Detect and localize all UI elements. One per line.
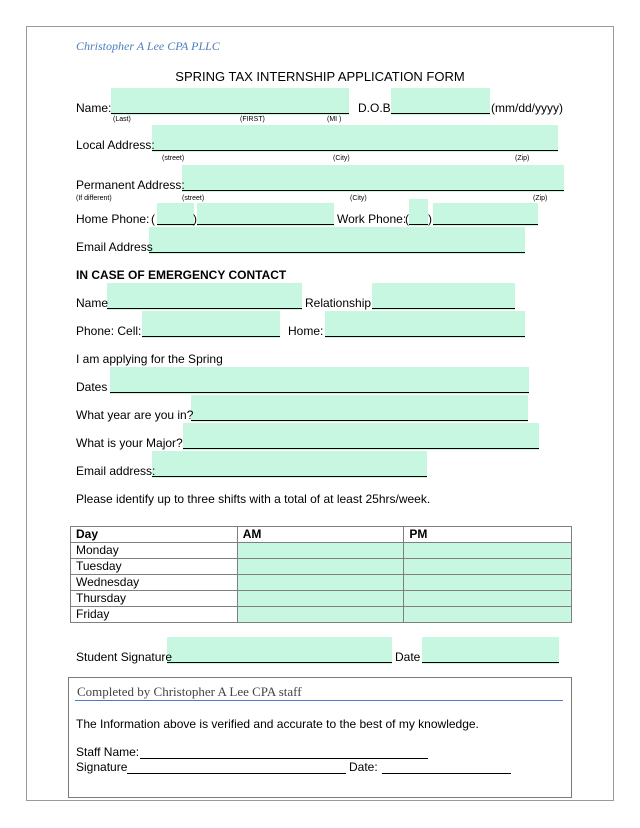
form-title: SPRING TAX INTERNSHIP APPLICATION FORM: [175, 69, 465, 84]
permanent-address-field[interactable]: [182, 165, 564, 192]
pm-shift-cell[interactable]: [404, 575, 572, 591]
work-phone-field[interactable]: [433, 203, 538, 226]
home-label: Home:: [288, 324, 324, 338]
dates-label: Dates: [76, 380, 108, 394]
hint-last: (Last): [113, 116, 131, 123]
application-email-field[interactable]: [152, 451, 427, 478]
major-underline: [183, 448, 539, 449]
home-paren-open: (: [151, 212, 155, 226]
pm-shift-cell[interactable]: [404, 607, 572, 623]
emergency-home-field[interactable]: [325, 311, 525, 338]
perm-hint-city: (City): [350, 195, 367, 202]
cell-label: Phone: Cell:: [76, 324, 142, 338]
work-area-underline: [409, 224, 428, 225]
year-label: What year are you in?: [76, 408, 194, 422]
email-field[interactable]: [149, 227, 525, 254]
staff-signature-label: Signature: [76, 760, 128, 774]
day-cell: Monday: [71, 543, 238, 559]
pm-shift-cell[interactable]: [404, 543, 572, 559]
application-email-underline: [152, 476, 427, 477]
table-row: [71, 543, 572, 559]
header-am: AM: [237, 527, 404, 543]
am-shift-cell[interactable]: [237, 607, 404, 623]
permanent-address-underline: [182, 190, 564, 191]
staff-name-label: Staff Name:: [76, 745, 140, 759]
name-label: Name:: [76, 101, 112, 115]
day-cell: Thursday: [71, 591, 238, 607]
am-shift-cell[interactable]: [237, 575, 404, 591]
header-pm: PM: [404, 527, 572, 543]
major-label: What is your Major?: [76, 436, 183, 450]
local-address-underline: [152, 150, 558, 151]
shifts-instruction: Please identify up to three shifts with a total of at least 25hrs/week.: [76, 492, 431, 506]
table-row: [71, 575, 572, 591]
permanent-address-label: Permanent Address:: [76, 178, 185, 192]
emergency-relationship-field[interactable]: [372, 283, 515, 310]
home-phone-underline: [197, 224, 334, 225]
emergency-name-underline: [107, 308, 302, 309]
staff-date-line[interactable]: [382, 773, 511, 774]
table-row: [71, 559, 572, 575]
staff-section: [68, 677, 572, 798]
am-shift-cell[interactable]: [237, 559, 404, 575]
dob-field[interactable]: [391, 88, 490, 115]
emergency-relationship-underline: [372, 308, 515, 309]
pm-shift-cell[interactable]: [404, 591, 572, 607]
dob-format: (mm/dd/yyyy): [491, 101, 563, 115]
staff-heading-rule: [75, 700, 563, 701]
staff-section-heading: Completed by Christopher A Lee CPA staff: [77, 684, 302, 699]
firm-name: Christopher A Lee CPA PLLC: [76, 39, 220, 53]
work-phone-label: Work Phone:: [337, 212, 407, 226]
dates-field[interactable]: [110, 367, 529, 394]
home-phone-field[interactable]: [197, 203, 334, 226]
work-phone-underline: [433, 224, 538, 225]
hint-if-different: (If different): [76, 195, 112, 202]
perm-hint-zip: (Zip): [533, 195, 548, 202]
dob-underline: [391, 113, 490, 114]
year-field[interactable]: [191, 395, 528, 422]
hint-first: (FIRST): [240, 116, 265, 123]
staff-statement: The Information above is verified and accurate to the best of my knowledge.: [76, 717, 479, 731]
name-underline: [111, 113, 349, 114]
staff-date-label: Date:: [349, 760, 378, 774]
home-phone-area-code-field[interactable]: [157, 203, 194, 226]
table-row: [71, 607, 572, 623]
applying-text: I am applying for the Spring: [76, 352, 223, 366]
student-signature-underline: [167, 662, 392, 663]
signature-date-field[interactable]: [422, 637, 559, 664]
home-area-underline: [157, 224, 194, 225]
emergency-cell-field[interactable]: [142, 311, 280, 338]
student-signature-field[interactable]: [167, 637, 392, 664]
am-shift-cell[interactable]: [237, 591, 404, 607]
emergency-name-field[interactable]: [107, 283, 302, 310]
dob-label: D.O.B: [358, 101, 391, 115]
email-underline: [149, 252, 525, 253]
home-paren-close: ): [193, 212, 197, 226]
local-address-label: Local Address:: [76, 138, 155, 152]
pm-shift-cell[interactable]: [404, 559, 572, 575]
application-email-label: Email address:: [76, 464, 156, 478]
staff-name-line[interactable]: [140, 758, 428, 759]
local-hint-street: (street): [162, 155, 185, 162]
name-field[interactable]: [111, 88, 349, 115]
am-shift-cell[interactable]: [237, 543, 404, 559]
day-cell: Tuesday: [71, 559, 238, 575]
local-hint-city: (City): [333, 155, 350, 162]
staff-signature-line[interactable]: [127, 773, 346, 774]
dates-underline: [110, 392, 529, 393]
table-header-row: [71, 527, 572, 543]
relationship-label: Relationship: [305, 296, 372, 310]
email-label: Email Address: [76, 240, 153, 254]
hint-mi: (MI ): [327, 116, 342, 123]
day-cell: Wednesday: [71, 575, 238, 591]
shifts-table: [70, 526, 572, 623]
home-phone-label: Home Phone:: [76, 212, 150, 226]
major-field[interactable]: [183, 423, 539, 450]
emergency-heading: IN CASE OF EMERGENCY CONTACT: [76, 268, 287, 282]
home-underline: [325, 336, 525, 337]
local-address-field[interactable]: [152, 125, 558, 152]
signature-date-underline: [422, 662, 559, 663]
signature-date-label: Date: [395, 650, 421, 664]
header-day: Day: [71, 527, 238, 543]
table-row: [71, 591, 572, 607]
local-hint-zip: (Zip): [515, 155, 530, 162]
work-paren-open: (: [405, 212, 409, 226]
work-paren-close: ): [428, 212, 432, 226]
cell-underline: [142, 336, 280, 337]
perm-hint-street: (street): [182, 195, 205, 202]
work-phone-area-code-field[interactable]: [409, 199, 428, 226]
student-signature-label: Student Signature: [76, 650, 173, 664]
emergency-name-label: Name: [76, 296, 109, 310]
year-underline: [191, 420, 528, 421]
day-cell: Friday: [71, 607, 238, 623]
